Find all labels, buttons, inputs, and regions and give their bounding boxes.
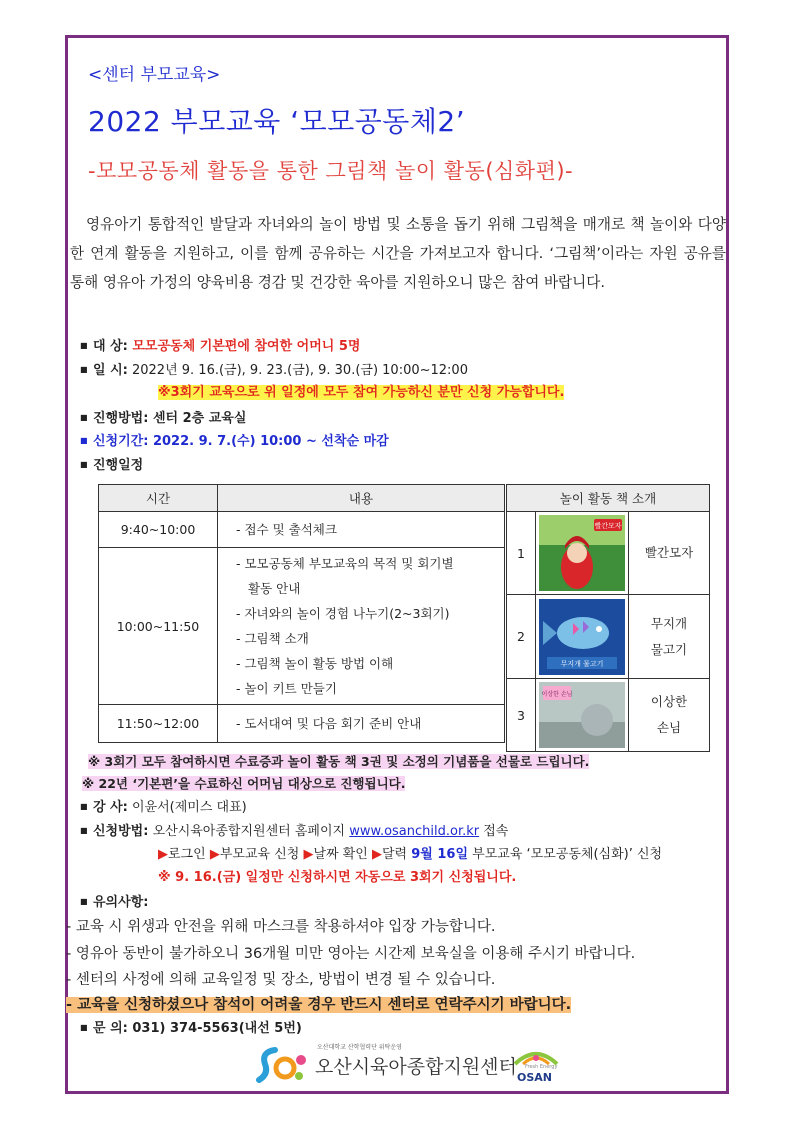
svg-text:무지개 물고기: 무지개 물고기 xyxy=(560,659,604,668)
book-cover xyxy=(536,679,629,752)
table-row xyxy=(507,679,710,752)
category-tag: <센터 부모교육> xyxy=(88,65,221,85)
apply-period-row: ■ 신청기간: 2022. 9. 7.(수) 10:00 ~ 선착순 마감 xyxy=(80,431,389,452)
arrow-right-icon: ▶ xyxy=(303,847,314,862)
homepage-link[interactable]: www.osanchild.or.kr xyxy=(349,824,480,839)
schedule-header-content: 내용 xyxy=(218,485,505,512)
rainbow-fish-cover-image xyxy=(539,599,625,675)
caution-item-highlight: - 교육을 신청하셨으나 참석이 어려울 경우 반드시 센터로 연락주시기 바랍니다. xyxy=(66,997,572,1013)
bullet-icon: ■ xyxy=(80,436,88,445)
arrow-right-icon: ▶ xyxy=(209,847,220,862)
bullet-icon: ■ xyxy=(80,413,88,422)
table-row xyxy=(99,548,505,705)
basic-note: ※ 22년 ‘기본편’을 수료하신 어머님 대상으로 진행됩니다. xyxy=(82,776,406,791)
bullet-icon: ■ xyxy=(80,365,88,374)
center-name: 오산시육아종합지원센터 xyxy=(315,1056,517,1078)
strange-guest-cover-image xyxy=(539,682,625,748)
bullet-icon: ■ xyxy=(80,802,88,811)
center-logo-caption: 오산대학교 산학협력단 위탁운영 xyxy=(317,1044,402,1051)
osan-wordmark: OSAN xyxy=(517,1071,552,1084)
book-number: 2 xyxy=(507,595,536,679)
page-title: 2022 부모교육 ‘모모공동체2’ xyxy=(88,105,466,138)
cautions-label-row: ■ 유의사항: xyxy=(80,892,148,913)
target-value: 모모공동체 기본편에 참여한 어머니 5명 xyxy=(132,339,361,354)
books-header: 놀이 활동 책 소개 xyxy=(507,485,710,512)
target-row: ■ 대 상: 모모공동체 기본편에 참여한 어머니 5명 xyxy=(80,336,360,357)
table-row xyxy=(507,595,710,679)
contact-row: ■ 문 의: 031) 374-5563(내선 5번) xyxy=(80,1018,302,1039)
red-riding-hood-cover-image xyxy=(539,515,625,591)
bullet-icon: ■ xyxy=(80,897,88,906)
bullet-icon: ■ xyxy=(80,1023,88,1032)
table-row xyxy=(507,512,710,595)
book-title: 빨간모자 xyxy=(629,512,710,595)
method-value: 센터 2층 교육실 xyxy=(152,411,247,426)
gift-note: ※ 3회기 모두 참여하시면 수료증과 놀이 활동 책 3권 및 소정의 기념품을 선물로 드립니다. xyxy=(88,754,590,769)
table-row xyxy=(99,705,505,743)
date-row: ■ 일 시: 2022년 9. 16.(금), 9. 23.(금), 9. 30.(금) 10:00~12:00 xyxy=(80,360,468,381)
book-cover xyxy=(536,512,629,595)
apply-period-value: 2022. 9. 7.(수) 10:00 ~ 선착순 마감 xyxy=(152,434,389,449)
bullet-icon: ■ xyxy=(80,826,88,835)
date-note: ※3회기 교육으로 위 일정에 모두 참여 가능하신 분만 신청 가능합니다. xyxy=(158,385,565,400)
apply-note: ※ 9. 16.(금) 일정만 신청하시면 자동으로 3회기 신청됩니다. xyxy=(158,870,517,885)
caution-item: - 센터의 사정에 의해 교육일정 및 장소, 방법이 변경 될 수 있습니다. xyxy=(66,972,496,988)
schedule-content: - 접수 및 출석체크 xyxy=(218,512,505,548)
book-title: 무지개 물고기 xyxy=(629,595,710,679)
schedule-time: 9:40~10:00 xyxy=(99,512,218,548)
apply-steps-row: ▶로그인 ▶부모교육 신청 ▶날짜 확인 ▶달력 9월 16일 부모교육 ‘모모공동체(심화)’ 신청 xyxy=(158,847,663,862)
page-subtitle: -모모공동체 활동을 통한 그림책 놀이 활동(심화편)- xyxy=(88,159,574,183)
lecturer-value: 이윤서(제미스 대표) xyxy=(131,800,247,815)
books-table xyxy=(506,484,710,752)
schedule-time: 11:50~12:00 xyxy=(99,705,218,743)
book-number: 3 xyxy=(507,679,536,752)
schedule-content: - 도서대여 및 다음 회기 준비 안내 xyxy=(218,705,505,743)
arrow-right-icon: ▶ xyxy=(158,847,168,862)
schedule-time: 10:00~11:50 xyxy=(99,548,218,705)
book-number: 1 xyxy=(507,512,536,595)
apply-method-row: ■ 신청방법: 오산시육아종합지원센터 홈페이지 www.osanchild.or.kr 접속 xyxy=(80,821,508,842)
schedule-label-row: ■ 진행일정 xyxy=(80,455,143,476)
book-title: 이상한 손님 xyxy=(629,679,710,752)
lecturer-row: ■ 강 사: 이윤서(제미스 대표) xyxy=(80,797,247,818)
method-row: ■ 진행방법: 센터 2층 교육실 xyxy=(80,408,246,429)
bullet-icon: ■ xyxy=(80,341,88,350)
caution-item: - 교육 시 위생과 안전을 위해 마스크를 착용하셔야 입장 가능합니다. xyxy=(66,919,496,935)
svg-text:빨간모자: 빨간모자 xyxy=(594,522,622,530)
svg-text:이상한 손님: 이상한 손님 xyxy=(541,691,573,698)
bullet-icon: ■ xyxy=(80,460,88,469)
caution-item: - 영유아 동반이 불가하오니 36개월 미만 영아는 시간제 보육실을 이용해 주시기 바랍니다. xyxy=(66,946,636,962)
center-logo-icon xyxy=(255,1042,315,1086)
book-cover xyxy=(536,595,629,679)
intro-paragraph: 영유아기 통합적인 발달과 자녀와의 놀이 방법 및 소통을 돕기 위해 그림책을 매개로 책 놀이와 다양한 연계 활동을 지원하고, 이를 함께 공유하는 시간을 가져보고자 합니다. ‘그림책’이라는 자원 공유를 통해 영유아 가정의 양육비용 경감 및 건강한 육아를 지원하오니 많은 참여 바랍니다. xyxy=(70,216,726,291)
schedule-table xyxy=(98,484,505,743)
arrow-right-icon: ▶ xyxy=(371,847,382,862)
schedule-header-time: 시간 xyxy=(99,485,218,512)
date-value: 2022년 9. 16.(금), 9. 23.(금), 9. 30.(금) 10:00~12:00 xyxy=(131,363,468,378)
osan-logo xyxy=(511,1046,561,1084)
table-row xyxy=(99,512,505,548)
schedule-content: - 모모공동체 부모교육의 목적 및 회기별 활동 안내 - 자녀와의 놀이 경험 나누기(2~3회기) - 그림책 소개 - 그림책 놀이 활동 방법 이해 - 놀이 키트 만들기 xyxy=(218,548,505,705)
osan-slogan: Fresh Energy xyxy=(525,1064,558,1070)
contact-value: 031) 374-5563(내선 5번) xyxy=(132,1021,302,1036)
